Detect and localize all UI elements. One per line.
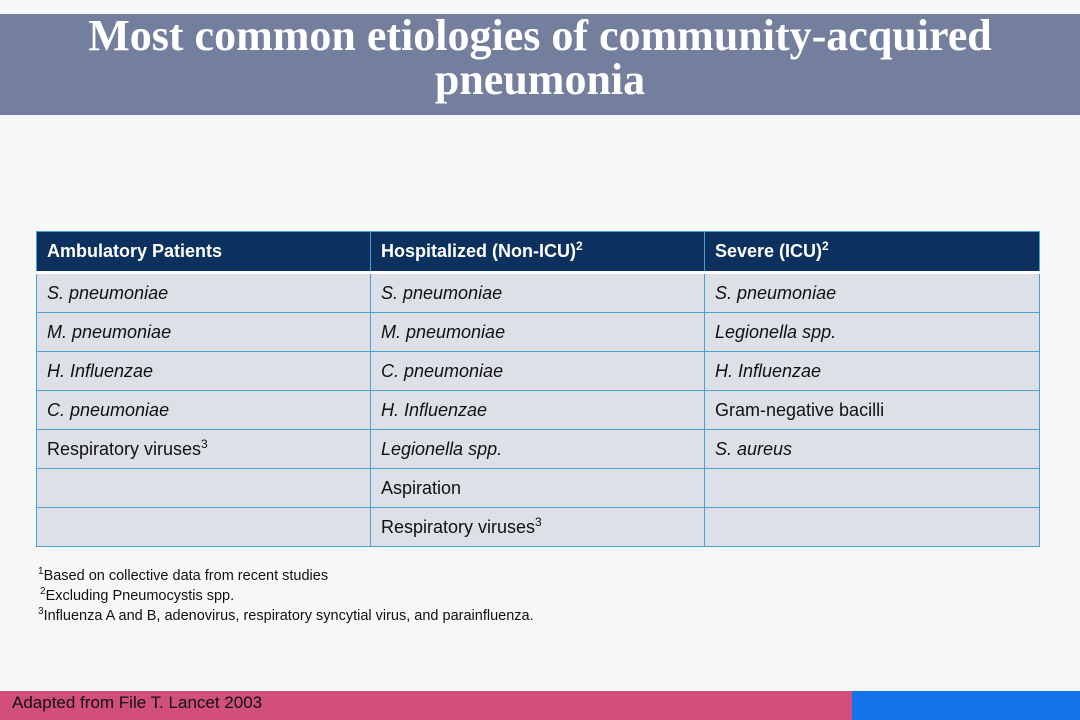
header-ambulatory: Ambulatory Patients: [37, 232, 371, 273]
table-cell: C. pneumoniae: [371, 352, 705, 391]
etiology-table: [36, 231, 1040, 547]
footer-citation: Adapted from File T. Lancet 2003: [12, 693, 263, 712]
table-cell: H. Influenzae: [705, 352, 1040, 391]
header-hospitalized: Hospitalized (Non-ICU)$^2$: [371, 232, 705, 273]
table-cell: [705, 508, 1040, 547]
footnote: $^1$Based on collective data from recent studies: [38, 566, 329, 584]
table-row: [37, 469, 1040, 508]
table-row: [37, 273, 1040, 313]
footer-citation-bar: [0, 691, 852, 720]
table-cell: H. Influenzae: [37, 352, 371, 391]
footer-accent-bar: [852, 691, 1080, 720]
table-cell: [705, 469, 1040, 508]
table-cell: Aspiration: [371, 469, 705, 508]
table-cell: C. pneumoniae: [37, 391, 371, 430]
table-row: [37, 352, 1040, 391]
table-cell: S. pneumoniae: [371, 273, 705, 313]
table-row: [37, 391, 1040, 430]
table-cell: Gram-negative bacilli: [705, 391, 1040, 430]
table-row: [37, 430, 1040, 469]
table-cell: M. pneumoniae: [37, 313, 371, 352]
table-cell: S. aureus: [705, 430, 1040, 469]
table-row: [37, 313, 1040, 352]
header-severe-icu: Severe (ICU)$^2$: [705, 232, 1040, 273]
table-cell: [37, 508, 371, 547]
table-cell: Legionella spp.: [371, 430, 705, 469]
table-cell: S. pneumoniae: [37, 273, 371, 313]
table-cell: Respiratory viruses$^3$: [37, 430, 371, 469]
footnote: $^3$Influenza A and B, adenovirus, respiratory syncytial virus, and parainfluenza.: [38, 606, 534, 624]
table-row: [37, 508, 1040, 547]
table-cell: [37, 469, 371, 508]
footnote: $^2$Excluding Pneumocystis spp.: [40, 586, 235, 604]
footnotes: [38, 566, 534, 626]
table-header-row: [37, 232, 1040, 273]
table-cell: S. pneumoniae: [705, 273, 1040, 313]
table-cell: Respiratory viruses$^3$: [371, 508, 705, 547]
table-cell: H. Influenzae: [371, 391, 705, 430]
table-cell: M. pneumoniae: [371, 313, 705, 352]
table-cell: Legionella spp.: [705, 313, 1040, 352]
slide-title: Most common etiologies of community-acquired pneumonia: [88, 11, 992, 104]
